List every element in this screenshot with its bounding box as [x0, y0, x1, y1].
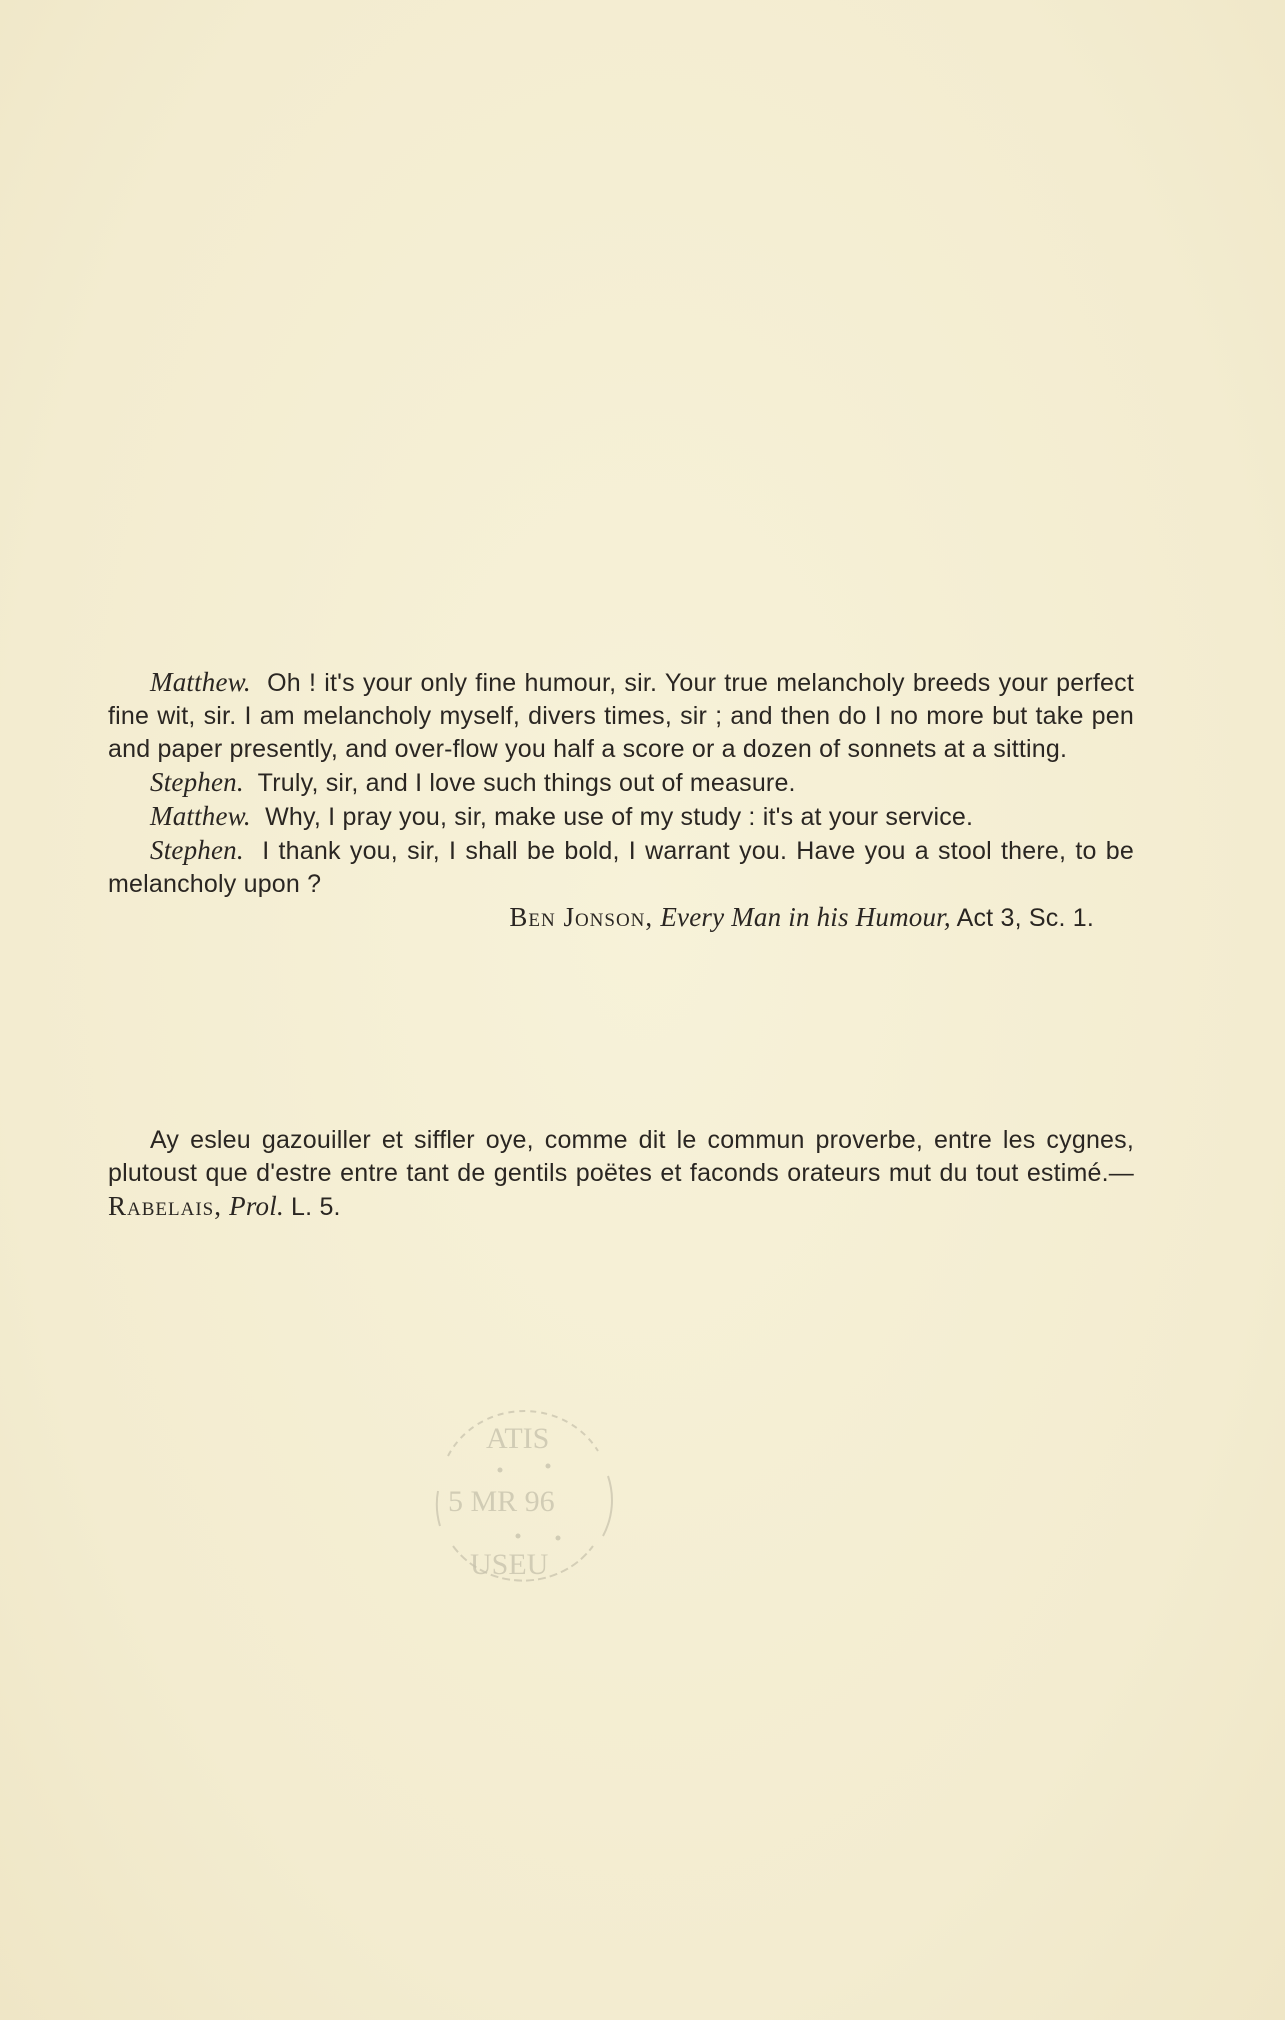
dialogue-text: I thank you, sir, I shall be bold, I warrant you. Have you a stool there, to be melancholy upon ?	[108, 837, 1134, 898]
dialogue-line	[108, 666, 1134, 766]
speaker-name: Stephen.	[150, 835, 244, 865]
quote-paragraph	[108, 1124, 1134, 1224]
stamp-text-bottom: USEU	[470, 1548, 549, 1581]
quote-text: Ay esleu gazouiller et siffler oye, comme dit le commun proverbe, entre les cygnes, plutoust que d'estre entre tant de gentils poëtes et faconds orateurs mut du tout estimé.—	[108, 1126, 1134, 1187]
attribution-location: Act 3, Sc. 1.	[956, 904, 1094, 932]
quote-work: Prol.	[229, 1191, 284, 1221]
library-stamp-icon	[408, 1396, 648, 1596]
dialogue-line	[108, 766, 1134, 800]
stamp-text-middle: 5 MR 96	[448, 1485, 555, 1518]
stamp-text-top: ATIS	[486, 1422, 550, 1455]
dialogue-text: Why, I pray you, sir, make use of my study : it's at your service.	[265, 803, 974, 831]
quote-location: L. 5.	[291, 1193, 341, 1221]
attribution	[108, 901, 1134, 935]
dialogue-line	[108, 800, 1134, 834]
speaker-name: Stephen.	[150, 767, 244, 797]
speaker-name: Matthew.	[150, 801, 251, 831]
jonson-quote	[108, 666, 1134, 935]
rabelais-quote	[108, 1124, 1134, 1224]
dialogue-line	[108, 834, 1134, 901]
attribution-author: Ben Jonson,	[509, 902, 654, 932]
quote-author: Rabelais,	[108, 1191, 222, 1221]
speaker-name: Matthew.	[150, 667, 251, 697]
dialogue-text: Oh ! it's your only fine humour, sir. Your true melancholy breeds your perfect fine wit, sir. I am melancholy myself, divers times, sir ; and then do I no more but take pen and paper presently, and over-flow you half a score or a dozen of sonnets at a sitting.	[108, 669, 1135, 763]
attribution-work: Every Man in his Humour,	[660, 902, 951, 932]
dialogue-text: Truly, sir, and I love such things out of measure.	[257, 769, 796, 797]
